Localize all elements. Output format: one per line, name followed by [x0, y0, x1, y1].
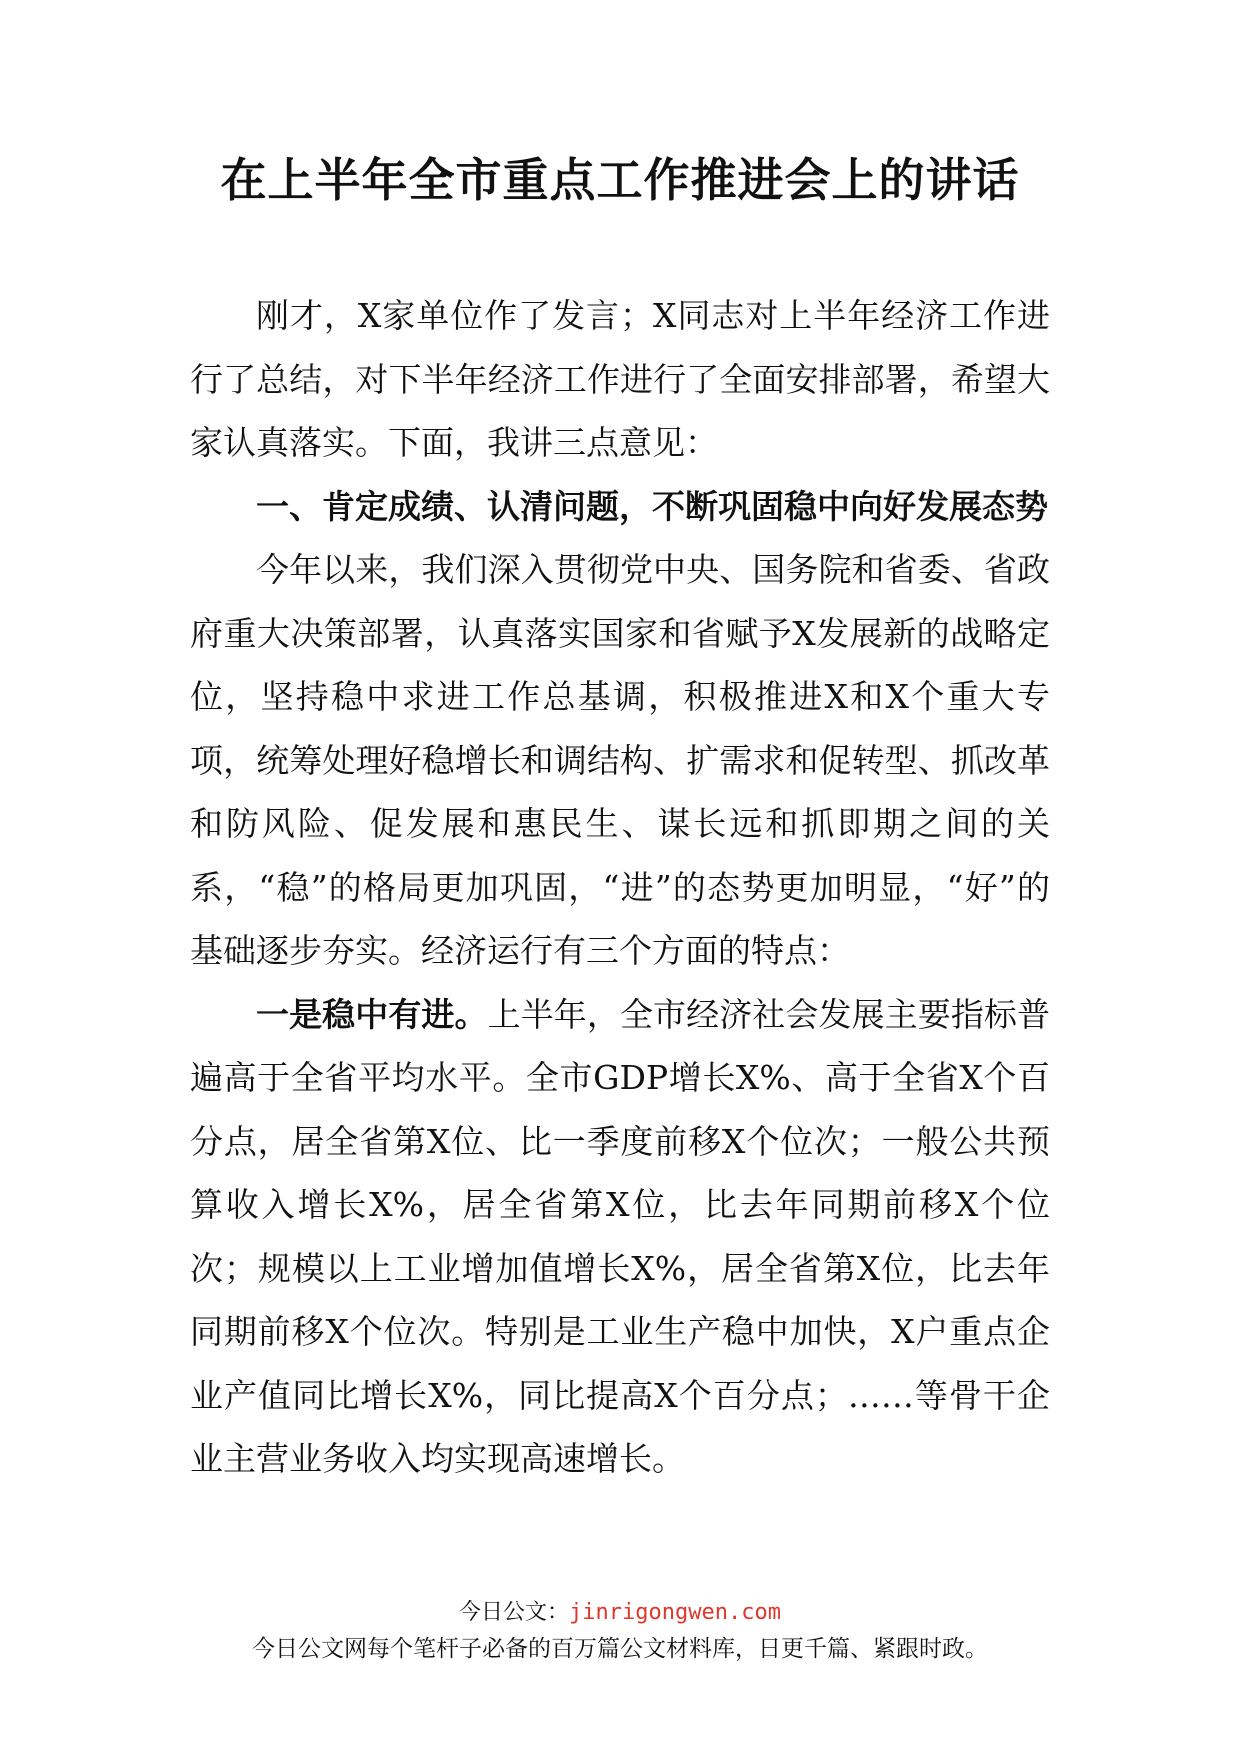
document-body — [190, 284, 1050, 1491]
point-text: 上半年，全市经济社会发展主要指标普遍高于全省平均水平。全市GDP增长X%、高于全省X个百分点，居全省第X位、比一季度前移X个位次；一般公共预算收入增长X%，居全省第X位，比去年同期前移X个位次；规模以上工业增加值增长X%，居全省第X位，比去年同期前移X个位次。特别是工业生产稳中加快，X户重点企业产值同比增长X%，同比提高X个百分点；……等骨干企业主营业务收入均实现高速增长。 — [190, 994, 1051, 1478]
section-heading: 一、肯定成绩、认清问题，不断巩固稳中向好发展态势 — [256, 486, 1048, 526]
footer-slogan: 今日公文网每个笔杆子必备的百万篇公文材料库，日更千篇、紧跟时政。 — [252, 1636, 988, 1662]
footer-site-label: 今日公文： — [459, 1600, 570, 1625]
footer-site-line — [0, 1598, 1240, 1628]
document-title: 在上半年全市重点工作推进会上的讲话 — [220, 153, 1020, 207]
intro-paragraph: 刚才，X家单位作了发言；X同志对上半年经济工作进行了总结，对下半年经济工作进行了全面安排部署，希望大家认真落实。下面，我讲三点意见： — [190, 296, 1050, 462]
section-paragraph: 今年以来，我们深入贯彻党中央、国务院和省委、省政府重大决策部署，认真落实国家和省赋予X发展新的战略定位，坚持稳中求进工作总基调，积极推进X和X个重大专项，统筹处理好稳增长和调结构、扩需求和促转型、抓改革和防风险、促发展和惠民生、谋长远和抓即期之间的关系，“稳”的格局更加巩固，“进”的态势更加明显，“好”的基础逐步夯实。经济运行有三个方面的特点： — [190, 550, 1050, 970]
point-lead: 一是稳中有进。 — [256, 994, 488, 1034]
footer-site-link[interactable]: jinrigongwen.com — [569, 1600, 781, 1625]
point-paragraph — [190, 983, 1050, 1491]
